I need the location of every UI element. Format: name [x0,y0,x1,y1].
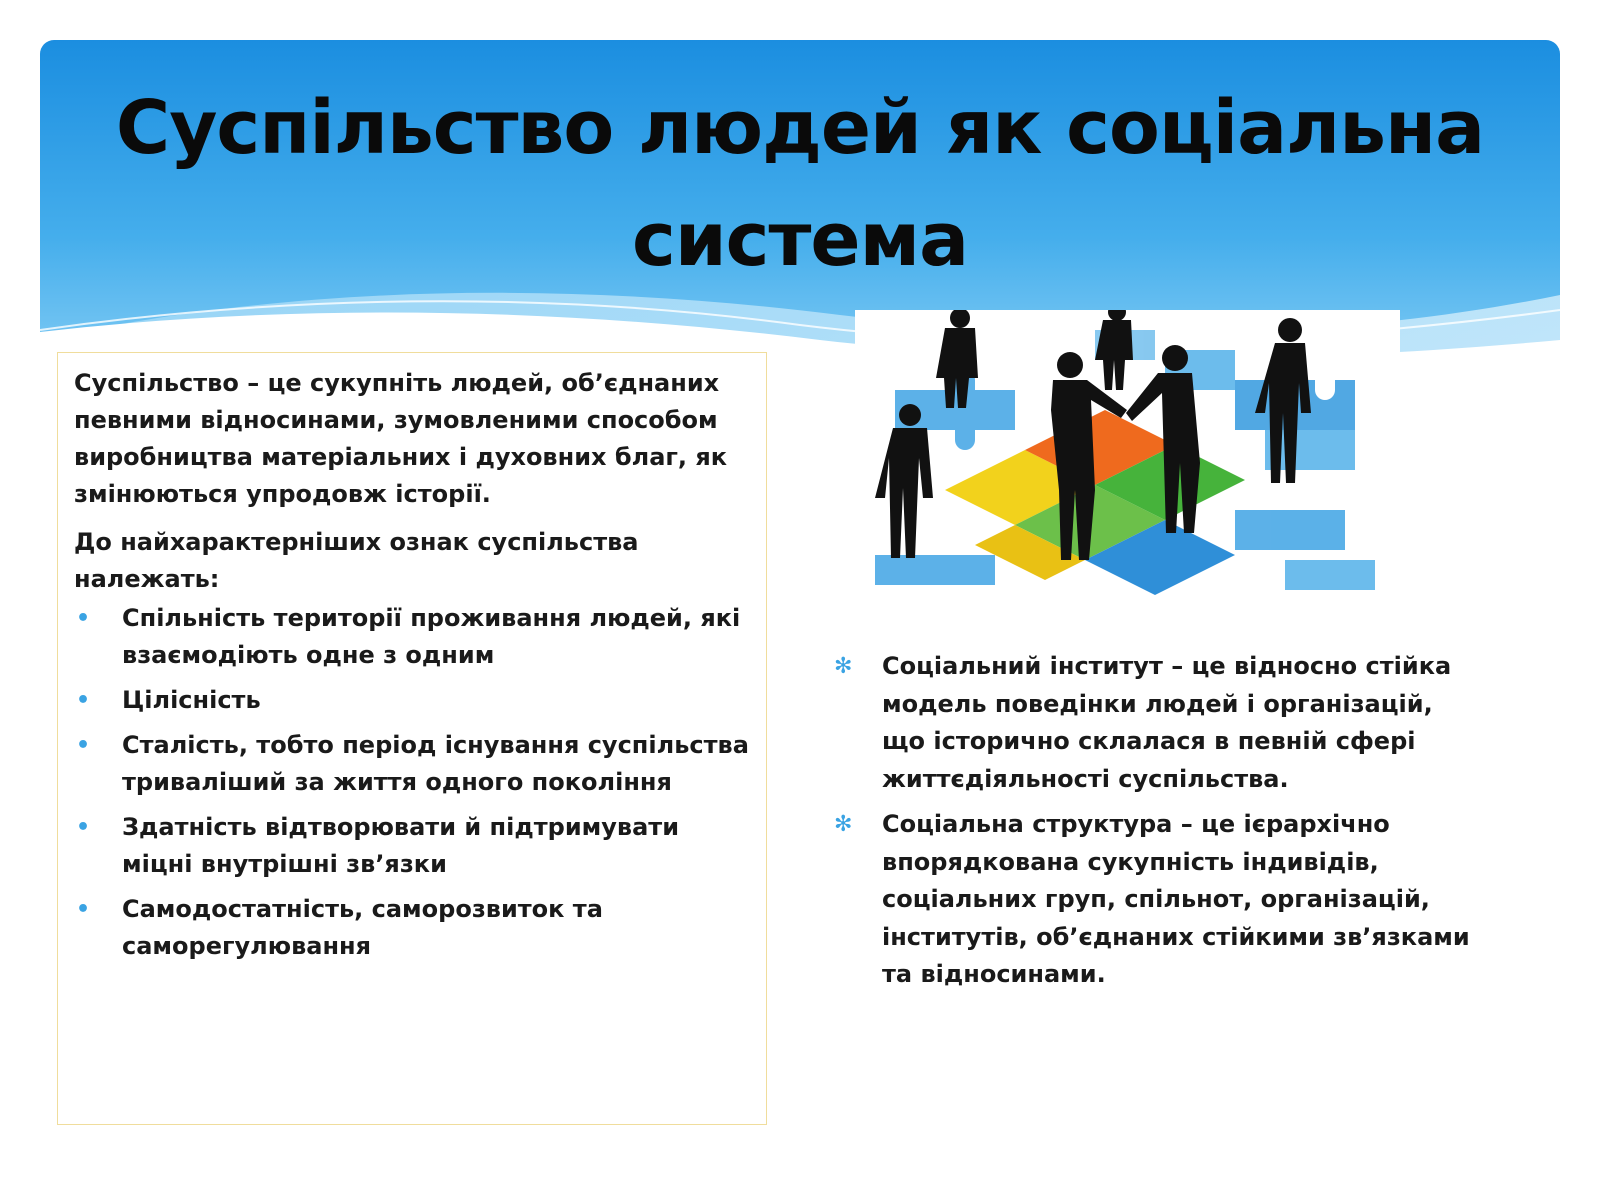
list-item: • Цілісність [74,682,750,719]
social-concepts-list [830,648,1470,1002]
features-lead-text: До найхарактерніших ознак суспільства належать: [74,528,639,593]
list-item: • Самодостатність, саморозвиток та саморегулювання [74,891,750,965]
asterisk-bullet-icon: ✻ [834,812,853,837]
list-item: ✻ Соціальний інститут – це відносно стійка модель поведінки людей і організацій, що історично склалася в певній сфері життєдіяльності суспільства. [830,648,1470,798]
bullet-dot-icon: • [76,815,91,840]
society-features-list [74,600,750,965]
list-item: • Здатність відтворювати й підтримувати міцні внутрішні зв’язки [74,809,750,883]
society-definition-text: Суспільство – це сукупніть людей, об’єднаних певними відносинами, зумовленими способом виробництва матеріальних і духовних благ, як змінюються упродовж історії. [74,369,728,508]
society-definition-box [57,352,767,1125]
bullet-dot-icon: • [76,606,91,631]
bullet-dot-icon: • [76,688,91,713]
list-item: • Спільність території проживання людей, які взаємодіють одне з одним [74,600,750,674]
asterisk-bullet-icon: ✻ [834,654,853,679]
handshake-puzzle-icon [855,310,1400,595]
bullet-dot-icon: • [76,733,91,758]
slide-title: Суспільство людей як соціальна система [115,85,1485,283]
list-item: ✻ Соціальна структура – це ієрархічно впорядкована сукупність індивідів, соціальних груп, спільнот, організацій, інститутів, об’єднаних стійкими зв’язками та відносинами. [830,806,1470,994]
list-item: • Сталість, тобто період існування суспільства триваліший за життя одного покоління [74,727,750,801]
bullet-dot-icon: • [76,897,91,922]
